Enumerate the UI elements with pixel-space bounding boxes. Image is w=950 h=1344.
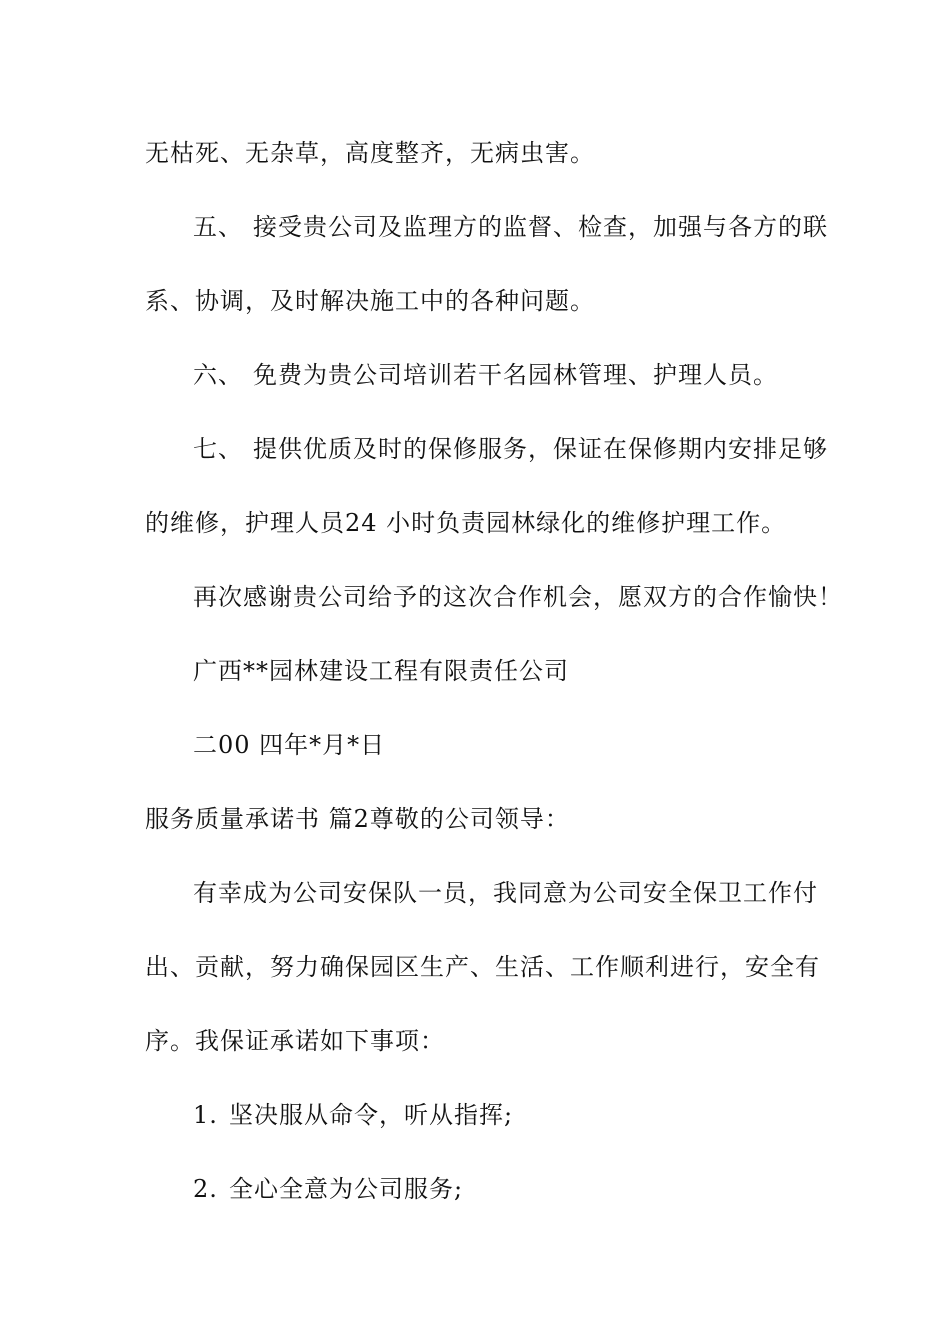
text: 的维修，护理人员24 小时负责园林绿化的维修护理工作。 xyxy=(145,509,787,537)
text: 接受贵公司及监理方的监督、检查，加强与各方的联 xyxy=(253,213,828,241)
paragraph-line xyxy=(145,952,820,982)
item-number: 1. xyxy=(193,1101,218,1129)
text: 出、贡献，努力确保园区生产、生活、工作顺利进行，安全有 xyxy=(145,953,820,981)
text: 广西**园林建设工程有限责任公司 xyxy=(193,657,569,685)
text: 服务质量承诺书 篇2尊敬的公司领导： xyxy=(145,805,570,833)
numbered-item-seven xyxy=(193,434,828,464)
numbered-item-six xyxy=(193,360,778,390)
item-number: 七、 xyxy=(193,435,243,463)
paragraph-line xyxy=(193,878,818,908)
paragraph-line xyxy=(145,1026,445,1056)
numbered-item-five xyxy=(193,212,828,242)
text: 全心全意为公司服务; xyxy=(229,1175,464,1203)
numbered-item-2 xyxy=(193,1174,463,1204)
text: 坚决服从命令，听从指挥; xyxy=(229,1101,514,1129)
date-line xyxy=(193,730,385,760)
company-name xyxy=(193,656,569,686)
section-heading xyxy=(145,804,570,834)
paragraph-line xyxy=(145,286,595,316)
text: 再次感谢贵公司给予的这次合作机会，愿双方的合作愉快！ xyxy=(193,583,843,611)
item-number: 五、 xyxy=(193,213,243,241)
text: 系、协调，及时解决施工中的各种问题。 xyxy=(145,287,595,315)
item-number: 2. xyxy=(193,1175,218,1203)
item-number: 六、 xyxy=(193,361,243,389)
text: 序。我保证承诺如下事项： xyxy=(145,1027,445,1055)
text: 无枯死、无杂草，高度整齐，无病虫害。 xyxy=(145,139,595,167)
text: 提供优质及时的保修服务，保证在保修期内安排足够 xyxy=(253,435,828,463)
numbered-item-1 xyxy=(193,1100,513,1130)
closing-line xyxy=(193,582,843,612)
text: 有幸成为公司安保队一员，我同意为公司安全保卫工作付 xyxy=(193,879,818,907)
paragraph-line xyxy=(145,508,786,538)
paragraph-line xyxy=(145,138,595,168)
text: 二00 四年*月*日 xyxy=(193,731,386,759)
text: 免费为贵公司培训若干名园林管理、护理人员。 xyxy=(253,361,778,389)
